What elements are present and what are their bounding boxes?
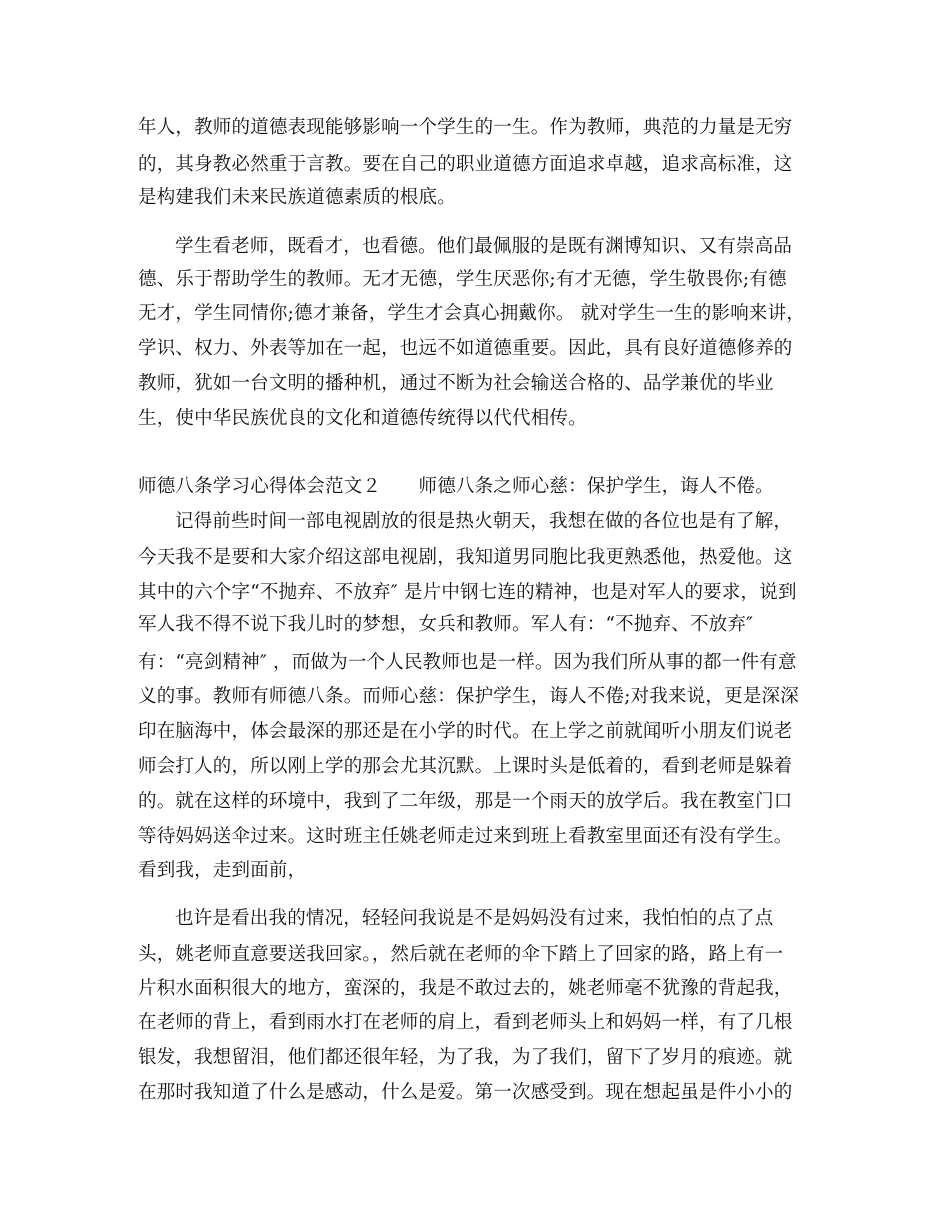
text-line: 年人，教师的道德表现能够影响一个学生的一生。作为教师，典范的力量是无穷: [138, 117, 793, 138]
text-line: 也许是看出我的情况，轻轻问我说是不是妈妈没有过来，我怕怕的点了点: [175, 908, 774, 929]
text-line: 头，姚老师直意要送我回家。，然后就在老师的伞下踏上了回家的路，路上有一: [138, 944, 784, 965]
text-line: 学生看老师，既看才，也看德。他们最佩服的是既有渊博知识、又有崇高品: [175, 236, 793, 257]
text-line: 片积水面积很大的地方，蛮深的，我是不敢过去的，姚老师毫不犹豫的背起我，: [138, 978, 793, 999]
text-line: 义的事。教师有师德八条。而师心慈：保护学生，诲人不倦;对我来说，更是深深: [138, 686, 799, 707]
text-line: 生，使中华民族优良的文化和道德传统得以代代相传。: [138, 408, 587, 429]
text-line: 银发，我想留泪，他们都还很年轻，为了我，为了我们，留下了岁月的痕迹。就: [138, 1047, 793, 1068]
text-line: 在那时我知道了什么是感动，什么是爱。第一次感受到。现在想起虽是件小小的: [138, 1082, 793, 1103]
text-line: 等待妈妈送伞过来。这时班主任姚老师走过来到班上看教室里面还有没有学生。: [138, 826, 793, 847]
section-heading: 师德八条学习心得体会范文２ 师德八条之师心慈：保护学生，诲人不倦。: [138, 476, 774, 497]
text-line: 师会打人的，所以刚上学的那会尤其沉默。上课时头是低着的，看到老师是躲着: [138, 756, 793, 777]
text-line: 看到我，走到面前，: [138, 860, 307, 881]
text-line: 学识、权力、外表等加在一起，也远不如道德重要。因此，具有良好道德修养的: [138, 338, 793, 359]
text-line: 印在脑海中，体会最深的那还是在小学的时代。在上学之前就闻听小朋友们说老: [138, 721, 793, 742]
text-line: 在老师的背上，看到雨水打在老师的肩上，看到老师头上和妈妈一样，有了几根: [138, 1012, 793, 1033]
text-line: 教师，犹如一台文明的播种机，通过不断为社会输送合格的、品学兼优的毕业: [138, 373, 774, 394]
text-line: 今天我不是要和大家介绍这部电视剧，我知道男同胞比我更熟悉他，热爱他。这: [138, 547, 793, 568]
text-line: 记得前些时间一部电视剧放的很是热火朝天，我想在做的各位也是有了解，: [175, 511, 793, 532]
text-line: 无才，学生同情你;德才兼备，学生才会真心拥戴你。 就对学生一生的影响来讲，: [138, 303, 806, 324]
text-line: 德、乐于帮助学生的教师。无才无德，学生厌恶你;有才无德，学生敬畏你;有德: [138, 269, 787, 290]
text-line: 是构建我们未来民族道德素质的根底。: [138, 187, 456, 208]
text-line: 其中的六个字“不抛弃、不放弃″ 是片中钢七连的精神，也是对军人的要求，说到: [138, 582, 797, 603]
text-line: 军人我不得不说下我儿时的梦想，女兵和教师。军人有：“不抛弃、不放弃″: [138, 614, 754, 635]
text-line: 的，其身教必然重于言教。要在自己的职业道德方面追求卓越，追求高标准，这: [138, 154, 793, 175]
text-line: 有：“亮剑精神″ ，而做为一个人民教师也是一样。因为我们所从事的都一件有意: [138, 652, 797, 673]
text-line: 的。就在这样的环境中，我到了二年级，那是一个雨天的放学后。我在教室门口: [138, 791, 793, 812]
